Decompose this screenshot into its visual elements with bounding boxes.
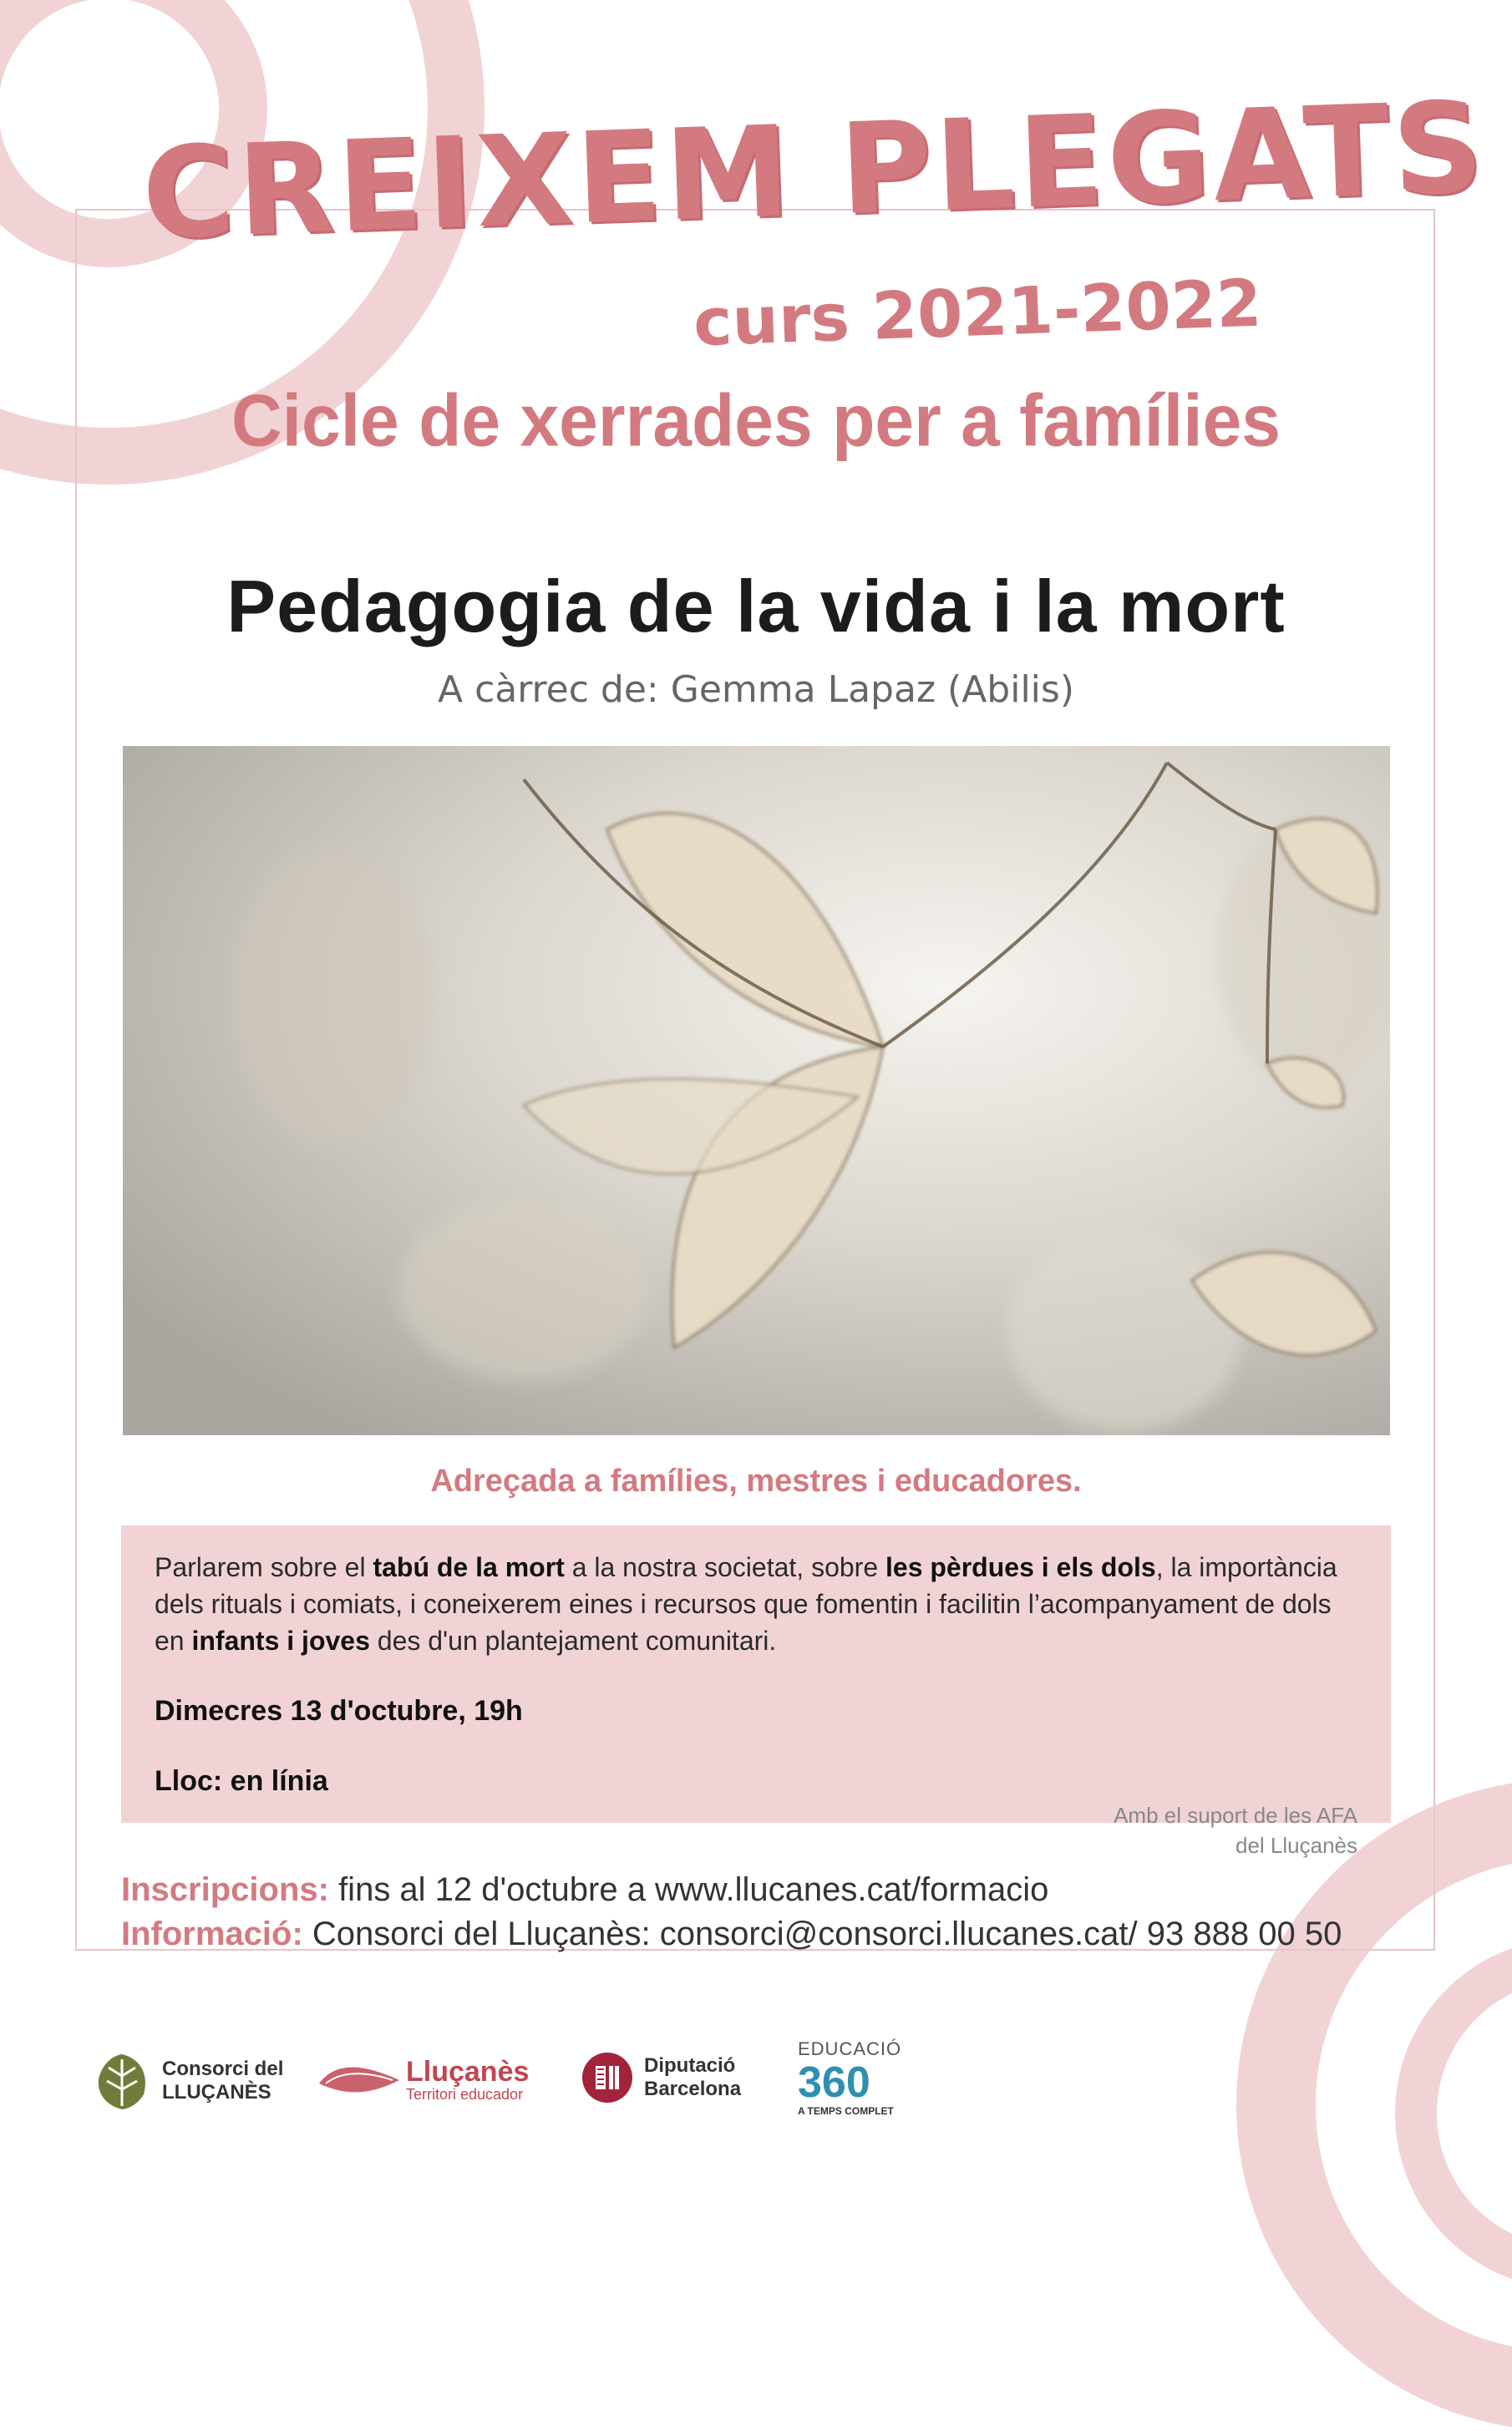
- cycle-subtitle: Cicle de xerrades per a famílies: [231, 378, 1281, 462]
- speaker-line: A càrrec de: Gemma Lapaz (Abilis): [438, 668, 1074, 711]
- information-line: Informació: Consorci del Lluçanès: consorci@consorci.llucanes.cat/ 93 888 00 50: [121, 1916, 1342, 1952]
- event-place: Lloc: en línia: [155, 1765, 328, 1797]
- event-date: Dimecres 13 d'octubre, 19h: [155, 1695, 523, 1727]
- event-description: Parlarem sobre el tabú de la mort a la nostra societat, sobre les pèrdues i els dols, la importància dels rituals i comiats, i coneixerem eines i recursos que fomentin i facilitin l’acompanyament de dols en infants i joves des d'un plantejament comunitari.: [155, 1552, 1337, 1656]
- wave-icon: [317, 2055, 401, 2105]
- consorci-llucanes-logo: Consorci del LLUÇANÈS: [92, 2051, 283, 2111]
- leaf-icon: [92, 2051, 152, 2111]
- sponsor-logos: [92, 2038, 927, 2130]
- dried-flower-photo: [123, 746, 1390, 1435]
- diputacio-seal-icon: [581, 2051, 634, 2104]
- talk-title: Pedagogia de la vida i la mort: [226, 565, 1286, 647]
- flower-illustration: [123, 746, 1390, 1435]
- target-audience: Adreçada a famílies, mestres i educadores.: [430, 1464, 1082, 1499]
- support-note: Amb el suport de les AFA del Lluçanès: [1114, 1803, 1357, 1858]
- diputacio-barcelona-logo: Diputació Barcelona: [581, 2051, 741, 2104]
- registration-line: Inscripcions: fins al 12 d'octubre a www.llucanes.cat/formacio: [121, 1871, 1049, 1908]
- poster-title: CREIXEM PLEGATS: [140, 75, 1489, 268]
- llucanes-territori-logo: Lluçanès Territori educador: [317, 2055, 529, 2105]
- course-year: curs 2021-2022: [692, 266, 1263, 362]
- event-info-box: [121, 1525, 1391, 1823]
- educacio-360-logo: EDUCACIÓ 360 A TEMPS COMPLET: [798, 2038, 902, 2117]
